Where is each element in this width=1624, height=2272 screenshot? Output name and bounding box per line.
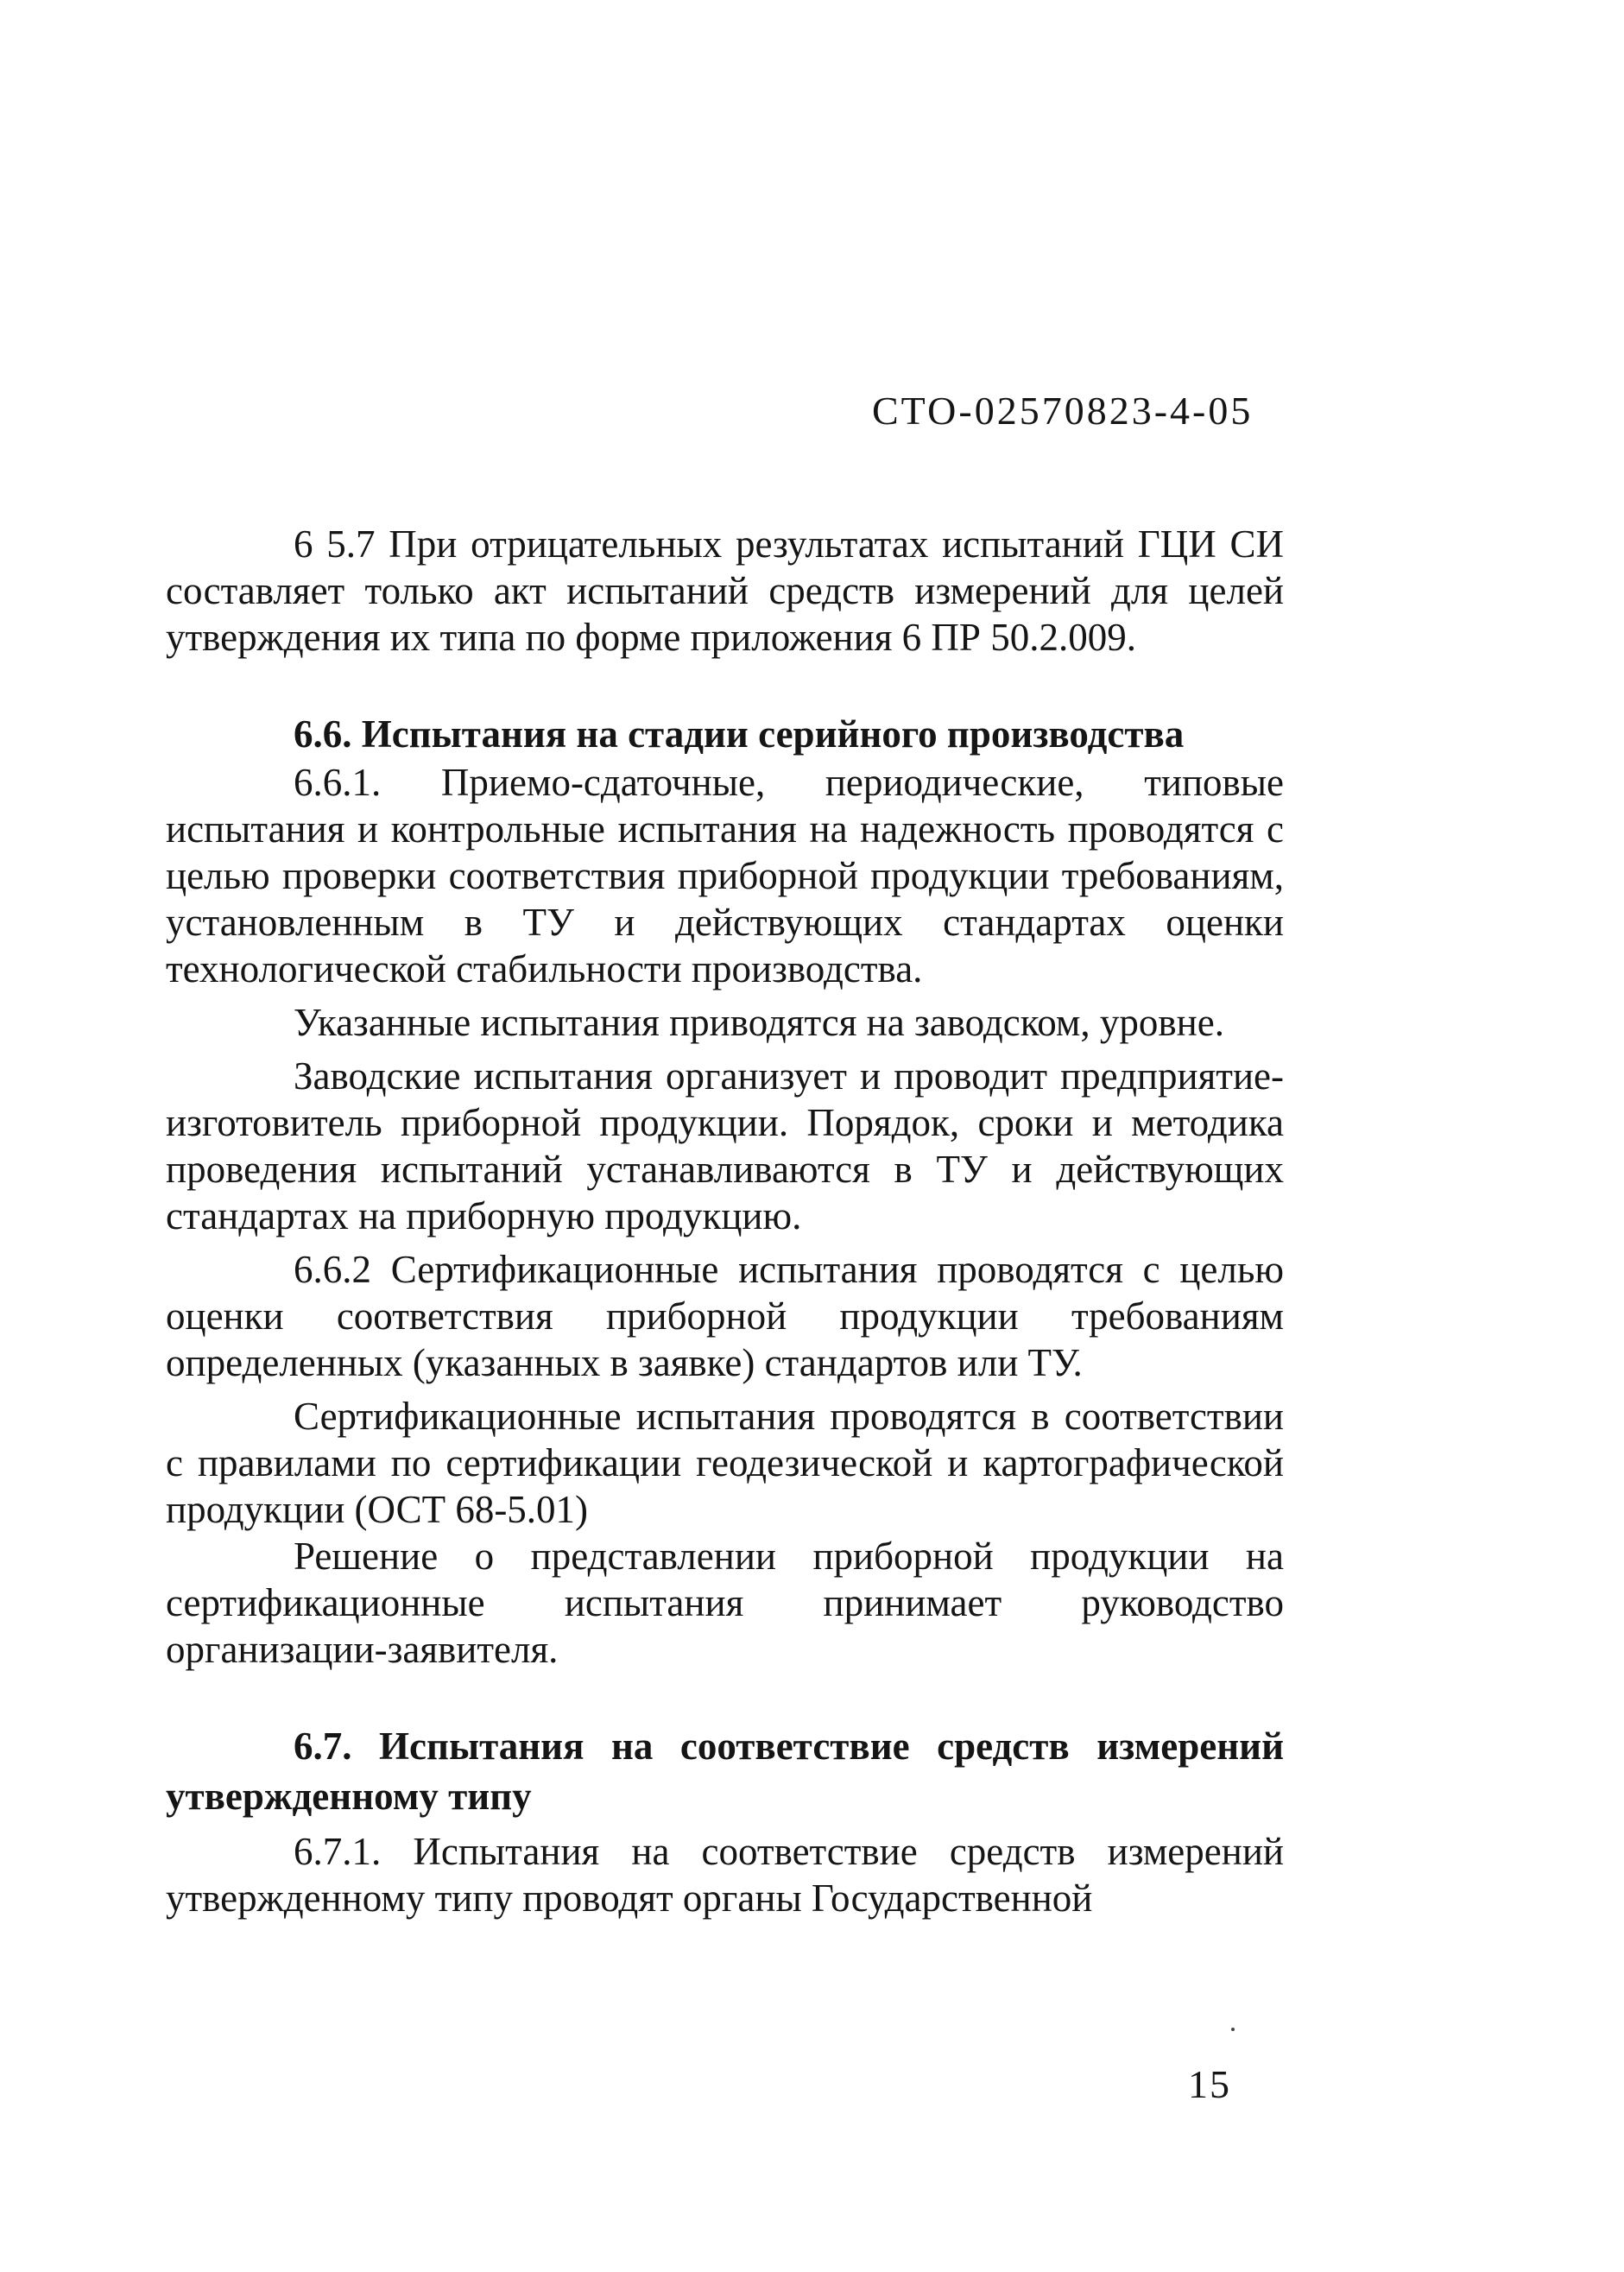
spacer (166, 1239, 1284, 1246)
paragraph-6-6-2: 6.6.2 Сертификационные испытания проводятся с целью оценки соответствия приборной продукции требованиям определенных (указанных в заявке) стандартов или ТУ. (166, 1248, 1284, 1384)
paragraph-6-6-1: 6.6.1. Приемо-сдаточные, периодические, типовые испытания и контрольные испытания на надежность проводятся с целью проверки соответствия приборной продукции требованиям, установленным в ТУ и действующих стандартах оценки технологической стабильности производства. (166, 761, 1284, 990)
section-heading-6-7: 6.7. Испытания на соответствие средств измерений утвержденному типу (166, 1725, 1284, 1818)
spacer (166, 1821, 1284, 1828)
spacer (166, 661, 1284, 709)
text-column (166, 521, 1284, 1921)
paragraph-6-6-1-factory: Заводские испытания организует и проводит предприятие-изготовитель приборной продукции. Порядок, сроки и методика проведения испытаний устанавливаются в ТУ и действующих стандартах на приборную продукцию. (166, 1054, 1284, 1237)
spacer (166, 1386, 1284, 1393)
spacer (166, 1046, 1284, 1053)
paragraph-6-6-2-decision: Решение о представлении приборной продукции на сертификационные испытания принимает руководство организации-заявителя. (166, 1535, 1284, 1671)
spacer (166, 992, 1284, 999)
scan-speck (1231, 2028, 1235, 2031)
document-code: СТО-02570823-4-05 (872, 389, 1254, 433)
paragraph-6-5-7: 6 5.7 При отрицательных результатах испытаний ГЦИ СИ составляет только акт испытаний средств измерений для целей утверждения их типа по форме приложения 6 ПР 50.2.009. (166, 522, 1284, 659)
paragraph-6-6-1-level: Указанные испытания приводятся на заводском, уровне. (294, 1001, 1224, 1044)
spacer (166, 1673, 1284, 1721)
section-heading-6-6: 6.6. Испытания на стадии серийного производства (294, 712, 1185, 756)
paragraph-6-6-2-rules: Сертификационные испытания проводятся в соответствии с правилами по сертификации геодезической и картографической продукции (ОСТ 68-5.01) (166, 1395, 1284, 1531)
page-number: 15 (1188, 2062, 1231, 2106)
paragraph-6-7-1: 6.7.1. Испытания на соответствие средств измерений утвержденному типу проводят органы Государственной (166, 1830, 1284, 1920)
